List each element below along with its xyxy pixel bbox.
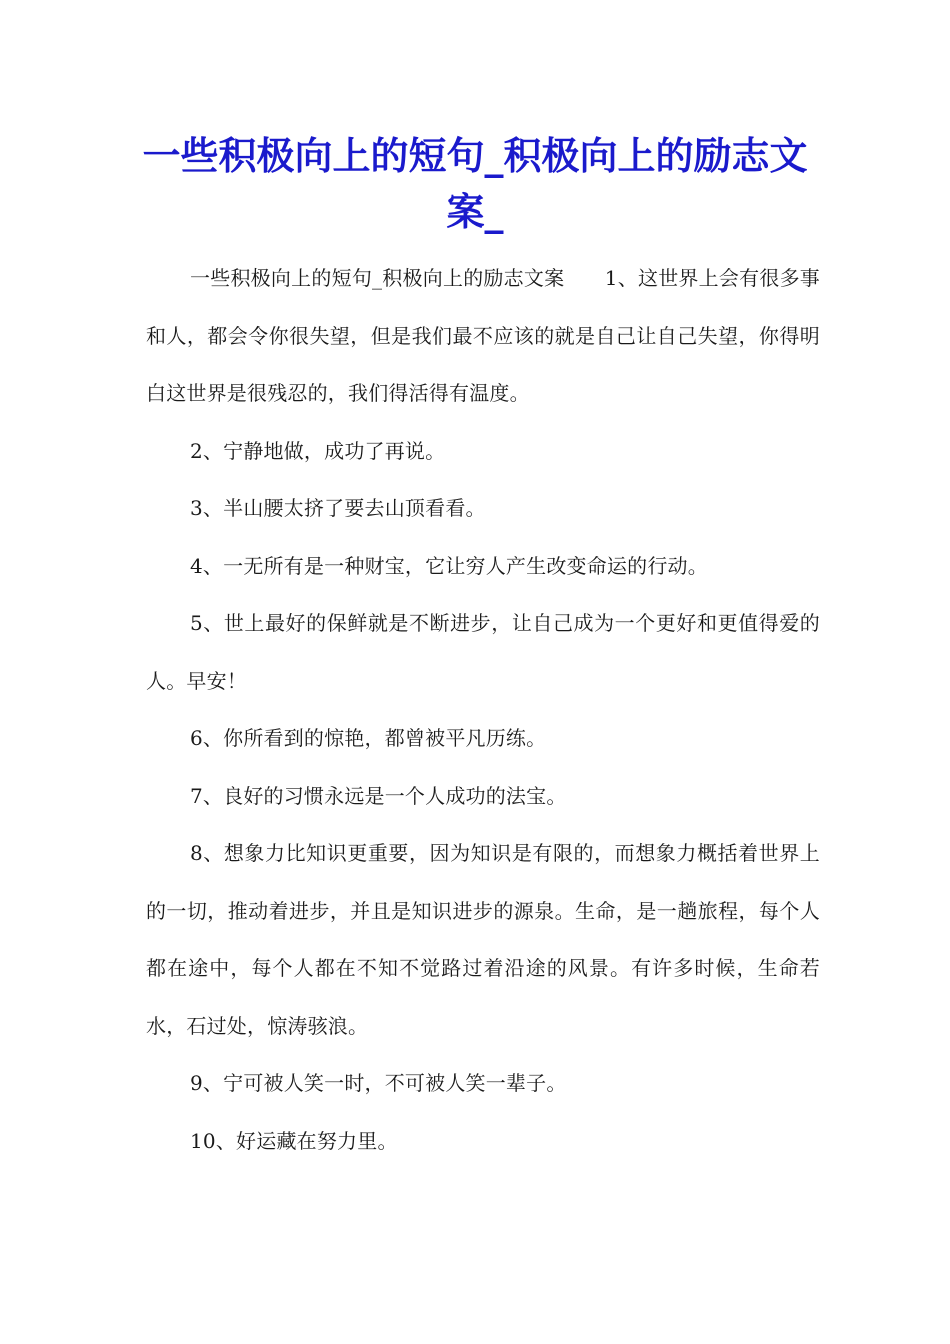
paragraph-4: 4、一无所有是一种财宝，它让穷人产生改变命运的行动。: [190, 553, 708, 578]
paragraph-9: 9、宁可被人笑一时，不可被人笑一辈子。: [190, 1071, 567, 1095]
paragraph-2: 2、宁静地做，成功了再说。: [190, 438, 446, 463]
paragraph-10: 10、好运藏在努力里。: [190, 1128, 398, 1153]
paragraph-5: 5、世上最好的保鲜就是不断进步，让自己成为一个更好和更值得爱的人。早安！: [146, 611, 820, 693]
paragraph-1: 一些积极向上的短句_积极向上的励志文案 1、这世界上会有很多事和人，都会令你很失望，但是我们最不应该的就是自己让自己失望，你得明白这世界是很残忍的，我们得活得有温度。: [146, 266, 820, 405]
document-title: 一些积极向上的短句_积极向上的励志文案_: [142, 134, 808, 234]
paragraph-8: 8、想象力比知识更重要，因为知识是有限的，而想象力概括着世界上的一切，推动着进步，并且是知识进步的源泉。生命，是一趟旅程，每个人都在途中，每个人都在不知不觉路过着沿途的风景。有许多时候，生命若水，石过处，惊涛骇浪。: [146, 841, 820, 1038]
document-body: [146, 250, 820, 1170]
paragraph-6: 6、你所看到的惊艳，都曾被平凡历练。: [190, 726, 547, 750]
paragraph-7: 7、良好的习惯永远是一个人成功的法宝。: [190, 783, 567, 808]
paragraph-3: 3、半山腰太挤了要去山顶看看。: [190, 496, 486, 520]
